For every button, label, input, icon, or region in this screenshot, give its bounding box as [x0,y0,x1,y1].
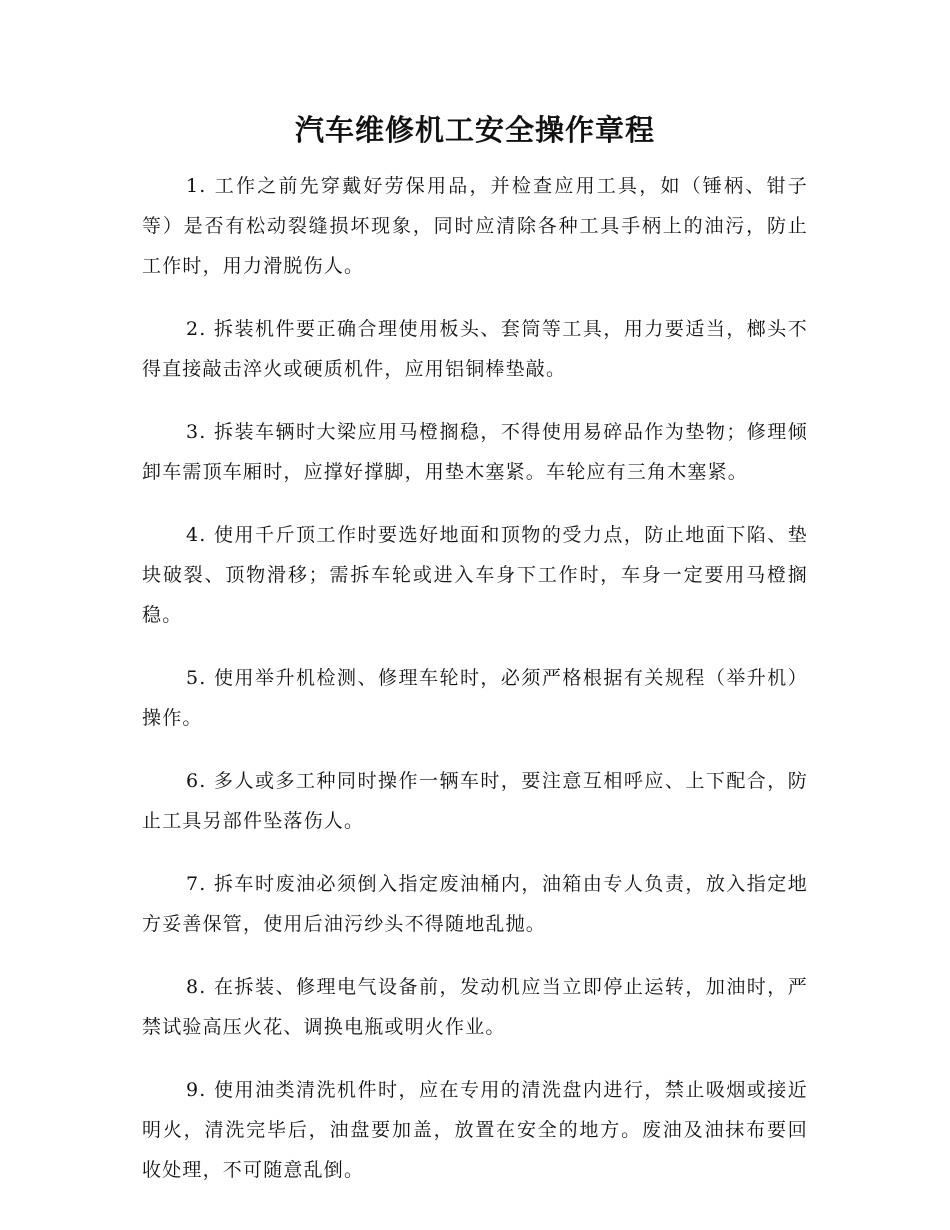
paragraph-8: 8. 在拆装、修理电气设备前，发动机应当立即停止运转，加油时，严禁试验高压火花、调换电瓶或明火作业。 [142,976,808,1038]
paragraph-9: 9. 使用油类清洗机件时，应在专用的清洗盘内进行，禁止吸烟或接近明火，清洗完毕后，油盘要加盖，放置在安全的地方。废油及油抹布要回收处理，不可随意乱倒。 [142,1079,808,1181]
paragraph-3: 3. 拆装车辆时大梁应用马橙搁稳，不得使用易碎品作为垫物；修理倾卸车需顶车厢时，应撑好撑脚，用垫木塞紧。车轮应有三角木塞紧。 [142,421,808,483]
paragraph-6: 6. 多人或多工种同时操作一辆车时，要注意互相呼应、上下配合，防止工具另部件坠落伤人。 [142,770,808,832]
paragraph-4: 4. 使用千斤顶工作时要选好地面和顶物的受力点，防止地面下陷、垫块破裂、顶物滑移；需拆车轮或进入车身下工作时，车身一定要用马橙搁稳。 [142,524,808,626]
paragraph-1: 1. 工作之前先穿戴好劳保用品，并检查应用工具，如（锤柄、钳子等）是否有松动裂缝损坏现象，同时应清除各种工具手柄上的油污，防止工作时，用力滑脱伤人。 [142,175,808,277]
document-title: 汽车维修机工安全操作章程 [294,113,655,147]
document-body [142,166,808,1213]
paragraph-7: 7. 拆车时废油必须倒入指定废油桶内，油箱由专人负责，放入指定地方妥善保管，使用后油污纱头不得随地乱抛。 [142,873,808,935]
paragraph-2: 2. 拆装机件要正确合理使用板头、套筒等工具，用力要适当，榔头不得直接敲击淬火或硬质机件，应用铝铜棒垫敲。 [142,318,808,380]
paragraph-5: 5. 使用举升机检测、修理车轮时，必须严格根据有关规程（举升机）操作。 [142,667,808,729]
